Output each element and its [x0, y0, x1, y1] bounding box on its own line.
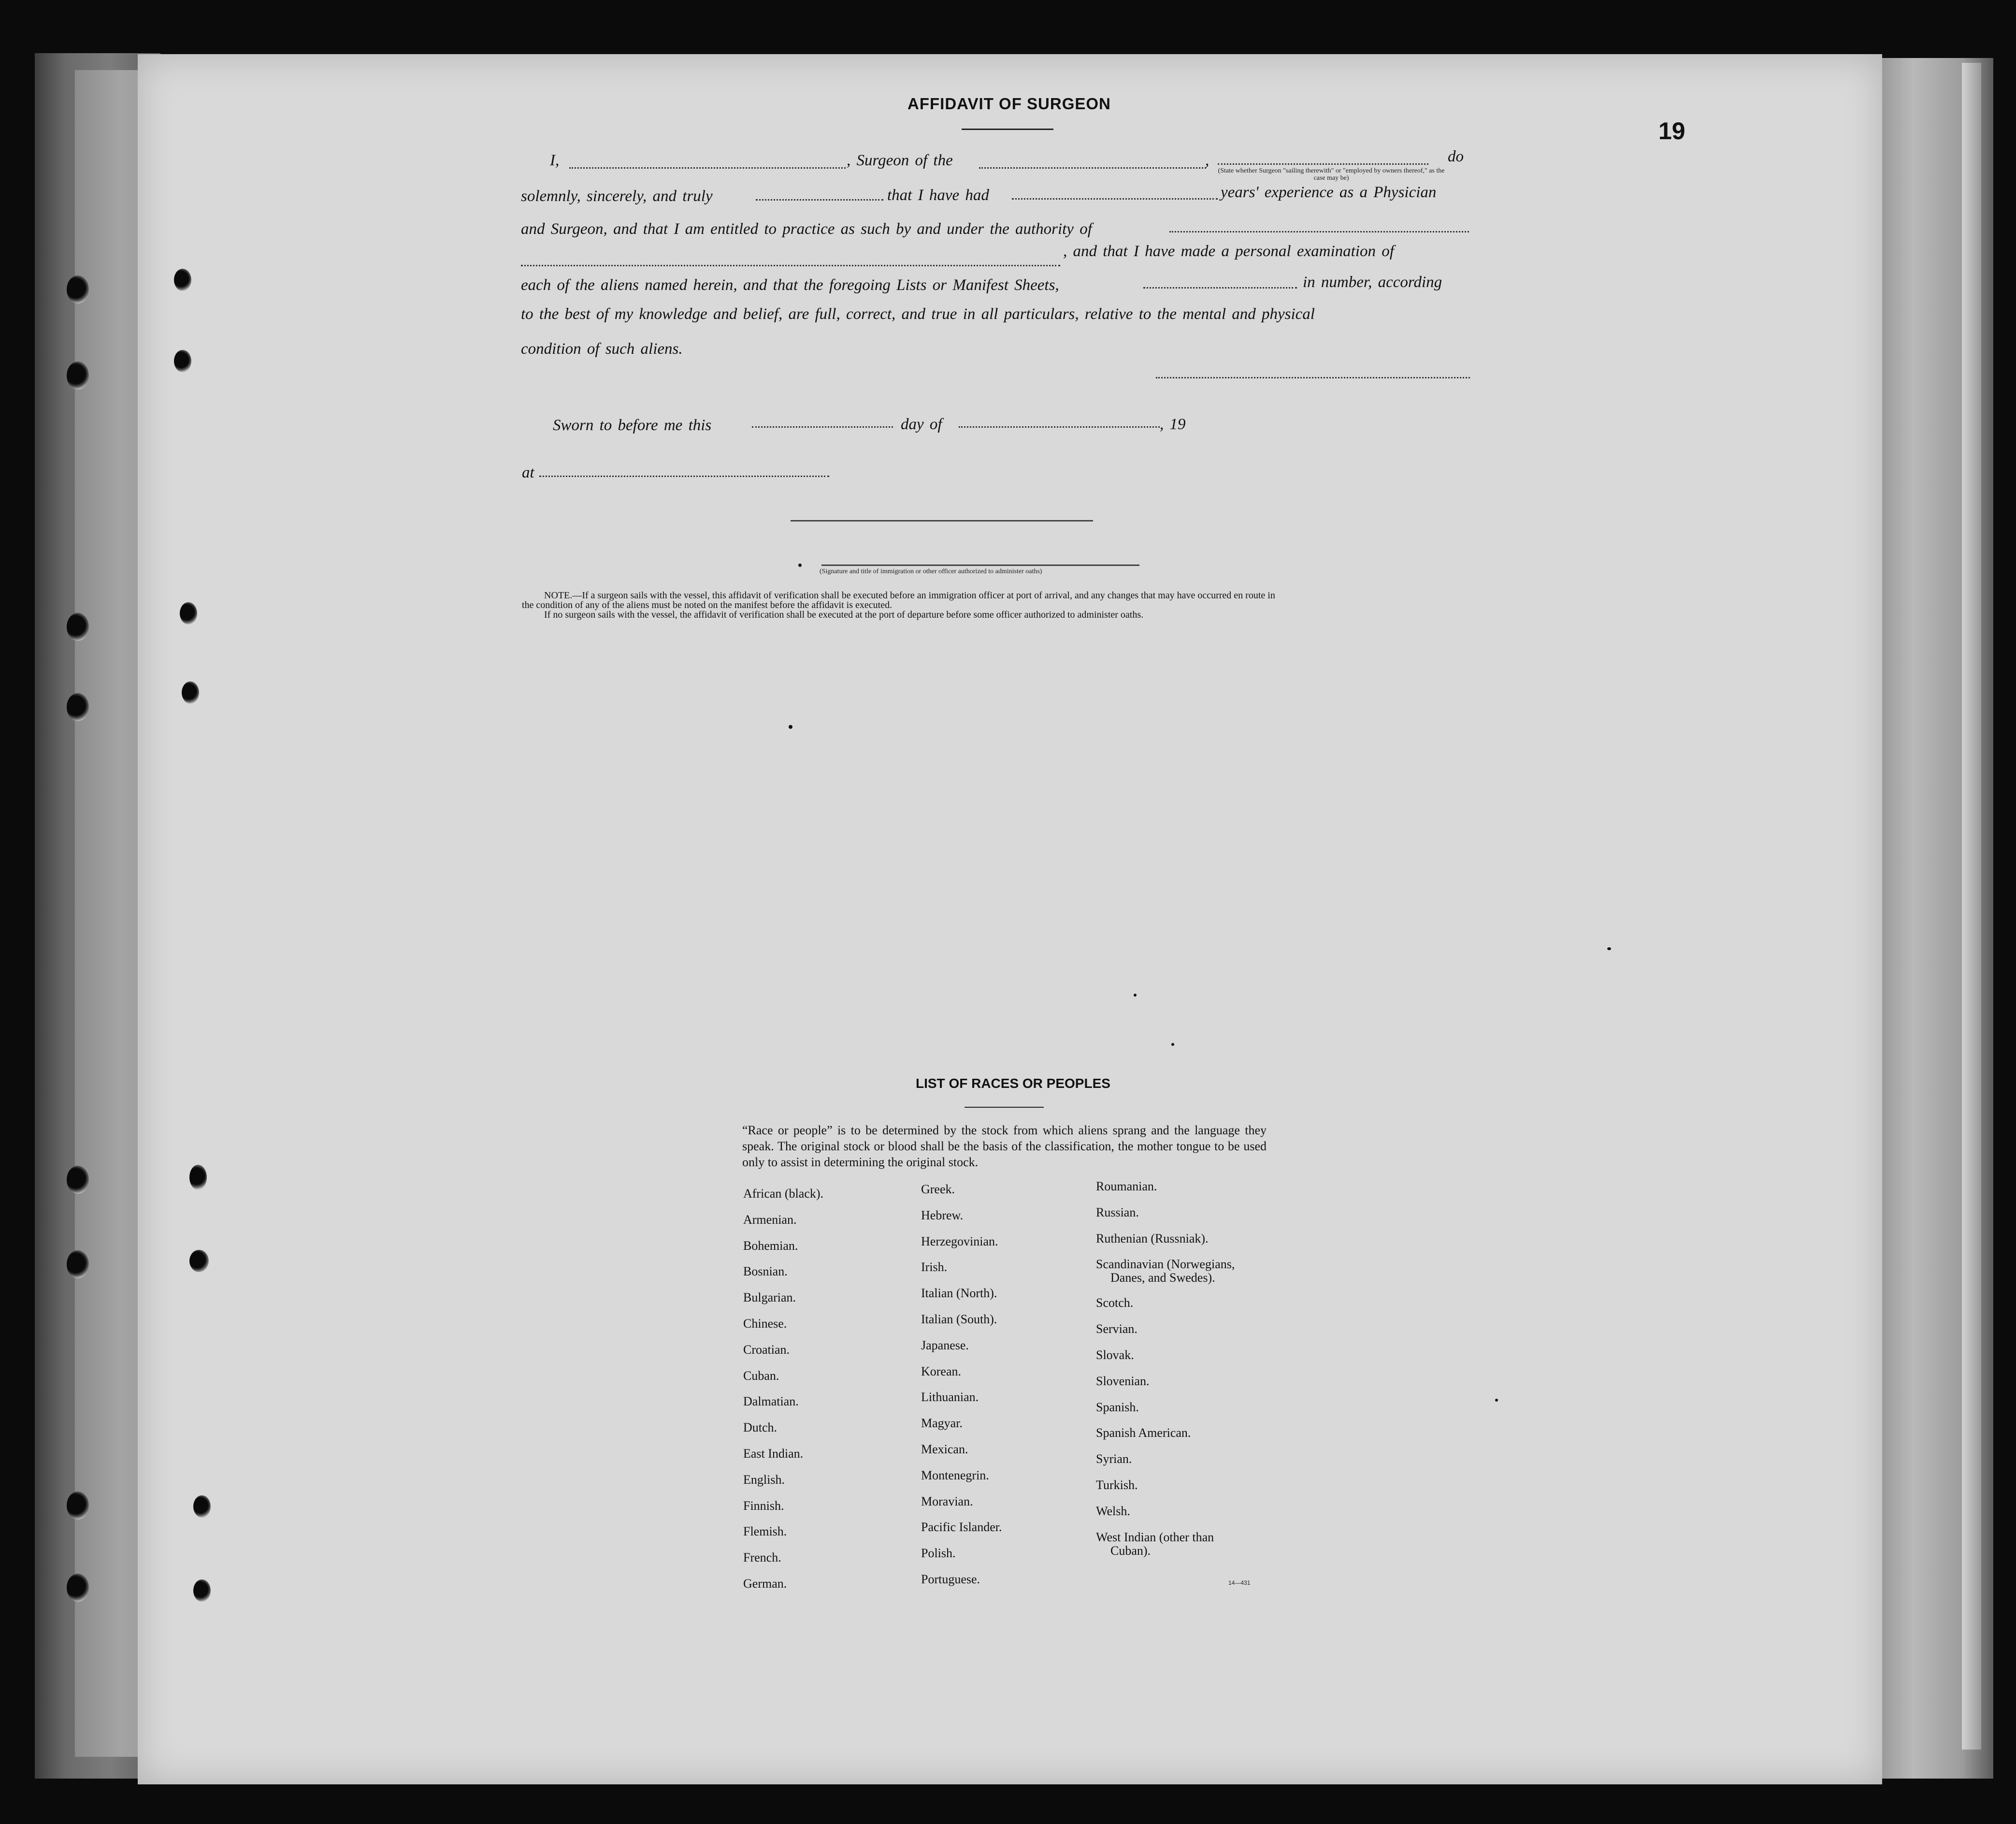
- race-item: Scotch.: [1096, 1296, 1134, 1310]
- race-item: Russian.: [1096, 1205, 1139, 1219]
- in-number-text: in number, according: [1303, 274, 1442, 291]
- sworn-place-field[interactable]: [539, 476, 829, 477]
- vessel-name-field[interactable]: [979, 167, 1206, 169]
- do-text: do: [1448, 148, 1464, 165]
- day-of-text: day of: [901, 416, 942, 433]
- race-item: Lithuanian.: [921, 1390, 979, 1404]
- race-item: Pacific Islander.: [921, 1520, 1002, 1534]
- punch-hole: [193, 1579, 211, 1602]
- race-item: [1096, 1257, 1235, 1296]
- punch-hole: [67, 1491, 89, 1520]
- sworn-day-field[interactable]: [752, 426, 893, 428]
- note-line-1: NOTE.—If a surgeon sails with the vessel, this affidavit of verification shall be executed before an immigration officer at port of arrival, and any changes that may have occurred en route in: [544, 590, 1275, 601]
- race-item: Moravian.: [921, 1494, 973, 1508]
- race-item-line-2: Cuban).: [1110, 1543, 1151, 1558]
- race-item-line-1: Scandinavian (Norwegians,: [1096, 1257, 1235, 1272]
- punch-hole: [193, 1495, 211, 1518]
- race-item: Bulgarian.: [743, 1290, 796, 1305]
- scan-speck: [1607, 947, 1611, 950]
- signature-caption: (Signature and title of immigration or other officer authorized to administer oaths): [820, 568, 1042, 575]
- race-item: Magyar.: [921, 1416, 963, 1431]
- race-item: Ruthenian (Russniak).: [1096, 1231, 1209, 1245]
- race-item: German.: [743, 1576, 787, 1591]
- punch-hole: [189, 1165, 207, 1190]
- races-title: LIST OF RACES OR PEOPLES: [916, 1076, 1110, 1091]
- race-item: Servian.: [1096, 1322, 1138, 1336]
- race-item: Polish.: [921, 1546, 956, 1561]
- belief-text: to the best of my knowledge and belief, are full, correct, and true in all particulars, relative to the mental and physical: [521, 305, 1315, 323]
- scan-speck: [789, 725, 792, 729]
- punch-hole: [67, 275, 89, 304]
- race-item: Portuguese.: [921, 1572, 980, 1586]
- race-item-line-1: West Indian (other than: [1096, 1530, 1214, 1544]
- race-item: Slovak.: [1096, 1347, 1134, 1362]
- race-item: Cuban.: [743, 1368, 779, 1383]
- race-item: Welsh.: [1096, 1504, 1130, 1518]
- race-item: Japanese.: [921, 1338, 969, 1352]
- punch-hole: [67, 1166, 89, 1194]
- race-item: Syrian.: [1096, 1452, 1132, 1466]
- race-item: Slovenian.: [1096, 1374, 1150, 1388]
- race-item: Herzegovinian.: [921, 1234, 998, 1248]
- races-column-3: [1096, 1179, 1235, 1569]
- races-column-1: [743, 1187, 823, 1603]
- race-item: Roumanian.: [1096, 1179, 1157, 1193]
- years-experience-field[interactable]: [1012, 198, 1218, 200]
- race-item-line-2: Danes, and Swedes).: [1110, 1271, 1215, 1285]
- at-text: at: [522, 464, 534, 481]
- races-title-rule: [965, 1107, 1044, 1108]
- surgeon-status-field[interactable]: [1218, 163, 1428, 165]
- race-item: Italian (South).: [921, 1312, 997, 1326]
- race-item: English.: [743, 1472, 785, 1487]
- punch-hole: [67, 362, 89, 390]
- race-item: French.: [743, 1550, 781, 1565]
- surgeon-of-the-text: , Surgeon of the: [847, 152, 953, 169]
- race-item: East Indian.: [743, 1446, 804, 1461]
- title-rule: [962, 129, 1053, 130]
- officer-signature-line-1[interactable]: [791, 520, 1093, 521]
- scan-speck: [1495, 1399, 1498, 1402]
- manifest-sheets-text: each of the aliens named herein, and that the foregoing Lists or Manifest Sheets,: [521, 276, 1059, 294]
- punch-hole: [67, 613, 89, 641]
- authority-text: and Surgeon, and that I am entitled to practice as such by and under the authority of: [521, 220, 1092, 238]
- race-item: Spanish.: [1096, 1400, 1139, 1414]
- authority-field-2[interactable]: [521, 265, 1060, 266]
- race-item: Turkish.: [1096, 1477, 1138, 1492]
- affidavit-title: AFFIDAVIT OF SURGEON: [907, 95, 1111, 113]
- sworn-month-field[interactable]: [959, 426, 1160, 428]
- race-item: Hebrew.: [921, 1208, 964, 1222]
- races-column-2: [921, 1182, 1002, 1598]
- condition-text: condition of such aliens.: [521, 340, 683, 358]
- punch-hole: [67, 693, 89, 721]
- race-item: Mexican.: [921, 1442, 968, 1456]
- form-code: 14—431: [1228, 1579, 1251, 1586]
- race-item: Dalmatian.: [743, 1394, 799, 1409]
- race-item: Armenian.: [743, 1212, 797, 1227]
- punch-hole: [189, 1250, 209, 1272]
- note-line-2: the condition of any of the aliens must be noted on the manifest before the affidavit is executed.: [522, 600, 893, 610]
- punch-hole: [67, 1574, 89, 1602]
- race-item: African (black).: [743, 1187, 824, 1201]
- have-had-text: that I have had: [887, 187, 989, 204]
- year-prefix-text: , 19: [1160, 416, 1186, 433]
- punch-hole: [174, 269, 191, 291]
- punch-hole: [180, 602, 197, 624]
- solemnly-text: solemnly, sincerely, and truly: [521, 188, 713, 205]
- race-item: Bosnian.: [743, 1264, 788, 1279]
- back-sheet-edge-highlight: [1962, 63, 1981, 1750]
- affidavit-i: I,: [550, 152, 560, 169]
- race-item: Dutch.: [743, 1420, 778, 1435]
- race-item: Greek.: [921, 1182, 955, 1196]
- scan-speck: [798, 564, 802, 567]
- sworn-text: Sworn to before me this: [553, 417, 712, 434]
- race-item: Bohemian.: [743, 1238, 798, 1253]
- vessel-status-note: (State whether Surgeon "sailing therewith" or "employed by owners thereof," as the case may be): [1218, 167, 1445, 182]
- race-item: Montenegrin.: [921, 1468, 989, 1482]
- race-item: Chinese.: [743, 1316, 787, 1331]
- officer-signature-line-2[interactable]: [821, 565, 1139, 566]
- race-item: Korean.: [921, 1364, 962, 1378]
- punch-hole: [174, 350, 191, 372]
- note-line-3: If no surgeon sails with the vessel, the affidavit of verification shall be executed at the port of departure before some officer authorized to administer oaths.: [544, 609, 1144, 620]
- race-item: Spanish American.: [1096, 1426, 1191, 1440]
- race-item: Flemish.: [743, 1524, 787, 1539]
- surgeon-name-field[interactable]: [569, 167, 846, 169]
- experience-text: years' experience as a Physician: [1221, 184, 1437, 201]
- race-item: Italian (North).: [921, 1286, 997, 1301]
- race-item: Croatian.: [743, 1342, 790, 1357]
- page-number: 19: [1658, 117, 1685, 145]
- surgeon-signature-field[interactable]: [1156, 377, 1470, 378]
- sheet-count-field[interactable]: [1143, 287, 1297, 289]
- race-item: [1096, 1530, 1235, 1569]
- scan-speck: [1134, 994, 1137, 997]
- race-item: Finnish.: [743, 1498, 784, 1513]
- races-intro: “Race or people” is to be determined by the stock from which aliens sprang and the language they speak. The original stock or blood shall be the basis of the classification, the mother tongue to be used only to assist in determining the original stock.: [742, 1123, 1267, 1169]
- authority-field-1[interactable]: [1169, 231, 1469, 232]
- punch-hole: [182, 681, 199, 704]
- race-item: Irish.: [921, 1260, 948, 1274]
- personal-exam-text: , and that I have made a personal examination of: [1063, 243, 1394, 260]
- oath-type-field[interactable]: [756, 199, 883, 201]
- comma-text: ,: [1205, 152, 1210, 169]
- scan-speck: [1171, 1043, 1174, 1046]
- punch-hole: [67, 1250, 89, 1278]
